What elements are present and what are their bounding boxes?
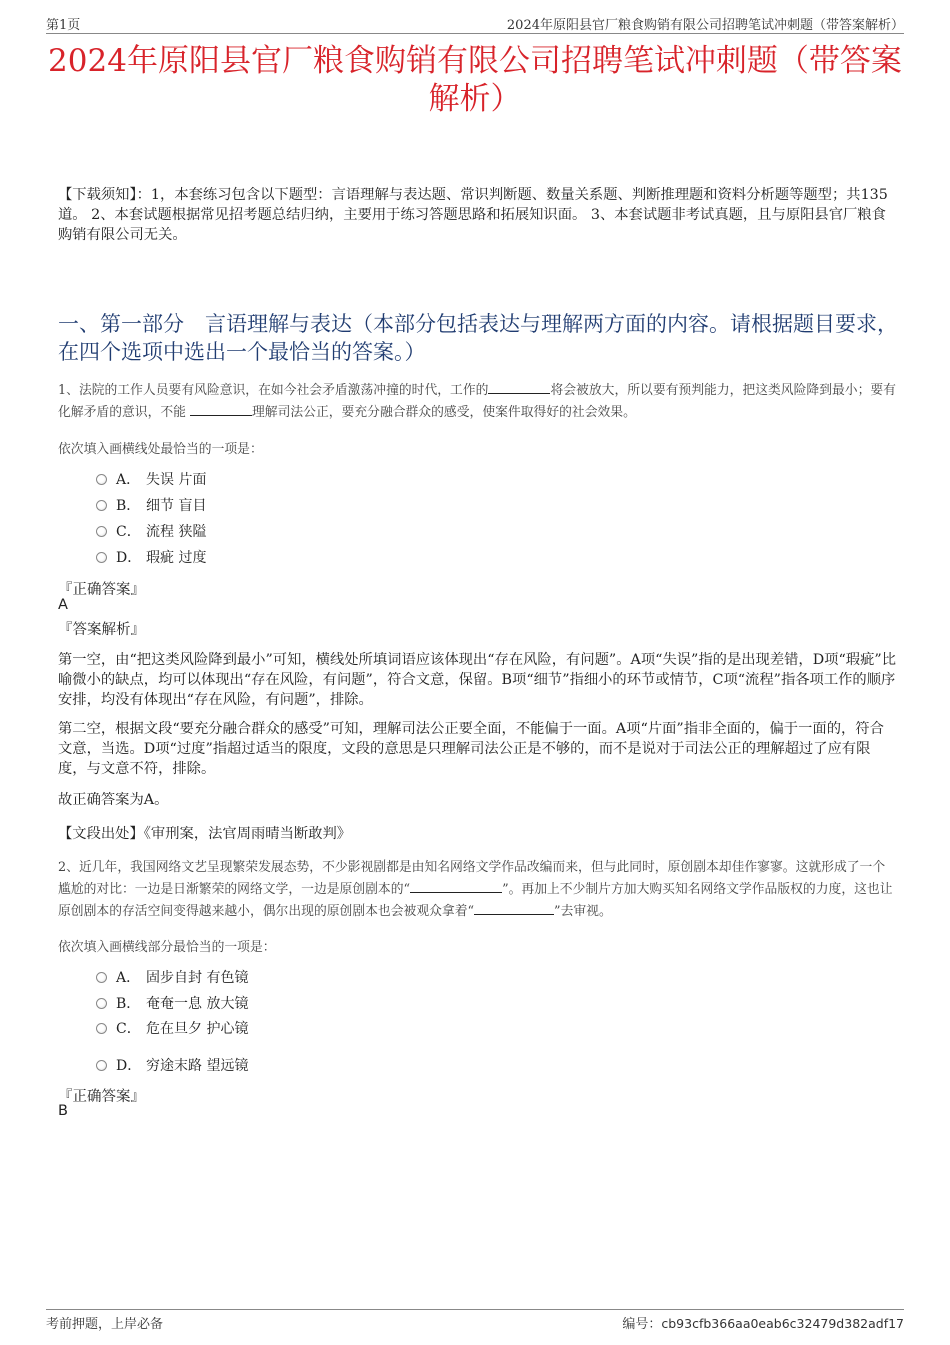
q2-blank-2 [474, 902, 554, 915]
q1-answer: A [58, 597, 68, 613]
radio-icon[interactable] [96, 552, 107, 563]
q1-analysis-paragraph-1: 第一空，由“把这类风险降到最小”可知，横线处所填词语应该体现出“存在风险，有问题”。A项“失误”指的是出现差错，D项“瑕疵”比喻微小的缺点，均可以体现出“存在风险，有问题”，符合文意，保留。B项“细节”指细小的环节或情节，C项“流程”指各项工作的顺序安排，均没有体现出“存在风险，有问题”，排除。 [58, 652, 896, 708]
running-title: 2024年原阳县官厂粮食购销有限公司招聘笔试冲刺题（带答案解析） [506, 18, 904, 33]
q1-stem-part-2: 将会被放大，所以要有预判能力，把这类风险降到最小；要有化解矛盾的意识，不能 [58, 383, 896, 420]
radio-icon[interactable] [96, 1023, 107, 1034]
q2-stem-part-1: 2、近几年，我国网络文艺呈现繁荣发展态势，不少影视剧都是由知名网络文学作品改编而来，但与此同时，原创剧本却佳作寥寥。这就形成了一个尴尬的对比：一边是日渐繁荣的网络文学，一边是原创剧本的“ [58, 860, 886, 897]
q1-blank-1 [488, 381, 550, 394]
q2-stem-part-3: ”去审视。 [554, 904, 612, 919]
document-title: 2024年原阳县官厂粮食购销有限公司招聘笔试冲刺题（带答案解析） [48, 43, 902, 117]
radio-icon[interactable] [96, 998, 107, 1009]
q2-prompt: 依次填入画横线部分最恰当的一项是： [58, 940, 276, 955]
q2-option-a[interactable]: A． 固步自封 有色镜 [96, 968, 248, 988]
page-number: 第1页 [46, 18, 81, 33]
q2-stem-part-2: ”。再加上不少制片方加大购买知名网络文学作品版权的力度，这也让原创剧本的存活空间变得越来越小，偶尔出现的原创剧本也会被观众拿着“ [58, 882, 893, 919]
q1-source: 【文段出处】《审刑案，法官周雨晴当断敢判》 [58, 826, 352, 842]
header-divider [46, 33, 904, 34]
q1-option-c[interactable]: C． 流程 狭隘 [96, 522, 206, 542]
document-code [622, 1313, 904, 1332]
question-1-stem [58, 380, 898, 424]
q2-option-c[interactable]: C． 危在旦夕 护心镜 [96, 1019, 248, 1039]
footer-slogan: 考前押题，上岸必备 [46, 1317, 164, 1332]
radio-icon[interactable] [96, 474, 107, 485]
q1-blank-2 [190, 403, 252, 416]
q1-answer-label: 『正确答案』 [58, 582, 145, 598]
download-notice: 【下载须知】：1，本套练习包含以下题型：言语理解与表达题、常识判断题、数量关系题、判断推理题和资料分析题等题型；共135道。 2、本套试题根据常见招考题总结归纳，主要用于练习答题思路和拓展知识面。 3、本套试题非考试真题，且与原阳县官厂粮食购销有限公司无关。 [58, 187, 888, 243]
q1-prompt: 依次填入画横线处最恰当的一项是： [58, 442, 263, 457]
q1-option-b[interactable]: B． 细节 盲目 [96, 496, 206, 516]
radio-icon[interactable] [96, 972, 107, 983]
section-heading: 一、第一部分 言语理解与表达（本部分包括表达与理解两方面的内容。请根据题目要求，在四个选项中选出一个最恰当的答案。） [58, 312, 898, 364]
radio-icon[interactable] [96, 500, 107, 511]
q2-answer: B [58, 1103, 68, 1119]
radio-icon[interactable] [96, 526, 107, 537]
q2-blank-1 [410, 880, 502, 893]
q1-stem-part-1: 1、法院的工作人员要有风险意识，在如今社会矛盾激荡冲撞的时代，工作的 [58, 383, 489, 398]
q1-conclusion: 故正确答案为A。 [58, 792, 169, 808]
code-value: cb93cfb366aa0eab6c32479d382adf17 [661, 1316, 904, 1331]
q2-option-b[interactable]: B． 奄奄一息 放大镜 [96, 994, 248, 1014]
radio-icon[interactable] [96, 1060, 107, 1071]
footer-divider [46, 1309, 904, 1310]
q1-analysis-label: 『答案解析』 [58, 622, 145, 638]
q1-option-a[interactable]: A． 失误 片面 [96, 470, 206, 490]
question-2-stem [58, 857, 896, 923]
q2-answer-label: 『正确答案』 [58, 1089, 145, 1105]
q1-analysis-paragraph-2: 第二空，根据文段“要充分融合群众的感受”可知，理解司法公正要全面，不能偏于一面。A项“片面”指非全面的，偏于一面的，符合文意，当选。D项“过度”指超过适当的限度，文段的意思是只理解司法公正是不够的，而不是说对于司法公正的理解超过了应有限度，与文意不符，排除。 [58, 721, 884, 777]
code-label: 编号： [622, 1317, 662, 1332]
q1-option-d[interactable]: D． 瑕疵 过度 [96, 548, 206, 568]
q2-option-d[interactable]: D． 穷途末路 望远镜 [96, 1056, 248, 1076]
q1-stem-part-3: 理解司法公正，要充分融合群众的感受，使案件取得好的社会效果。 [251, 405, 636, 420]
